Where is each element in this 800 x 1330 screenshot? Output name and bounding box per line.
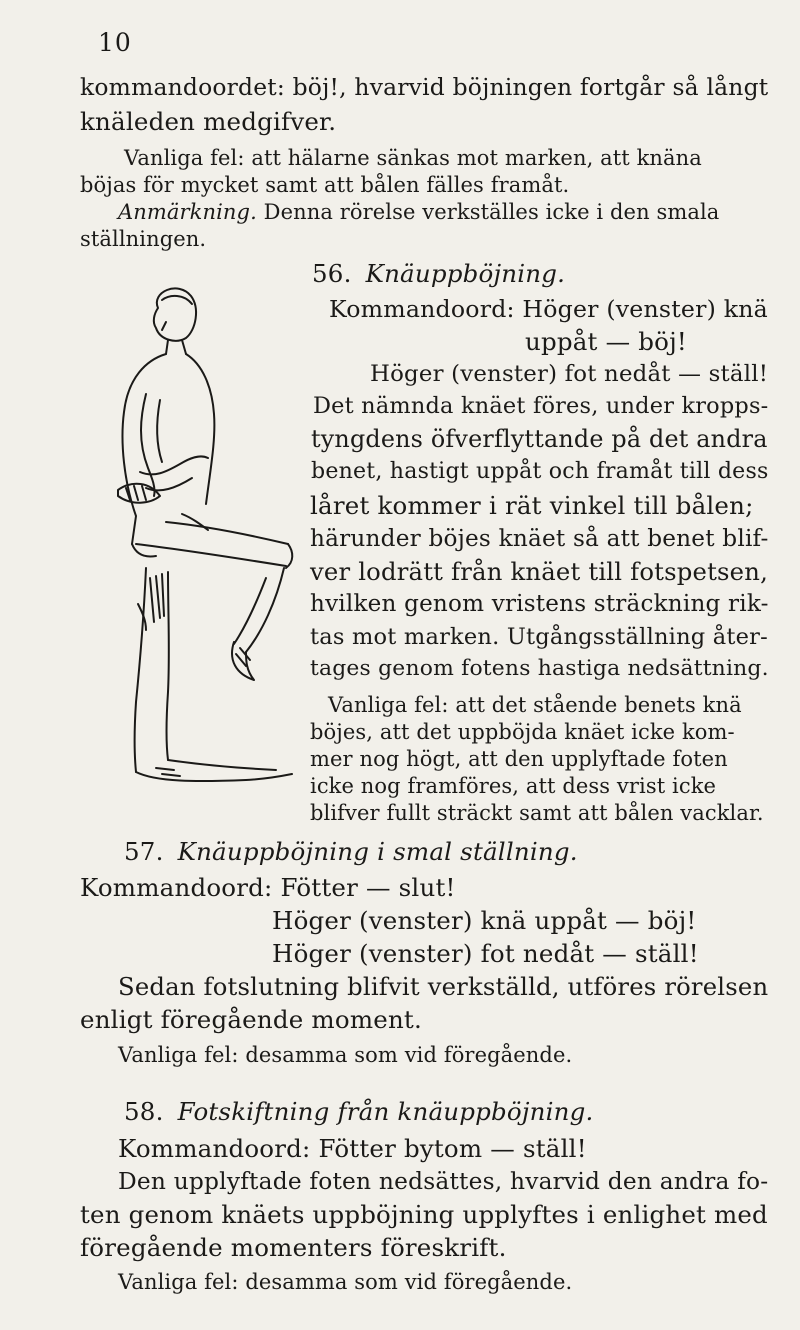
section-heading-56 xyxy=(312,259,566,288)
command-line: Kommandoord: Fötter bytom — ställ! xyxy=(118,1134,587,1163)
text-line: tages genom fotens hastiga nedsättning. xyxy=(310,656,769,681)
section-heading-57 xyxy=(124,837,578,866)
text-line: tas mot marken. Utgångsställning åter- xyxy=(310,624,768,650)
command-line: Höger (venster) fot nedåt — ställ! xyxy=(272,939,699,968)
text-line: böjas för mycket samt att bålen fälles framåt. xyxy=(80,173,570,197)
text-line: knäleden medgifver. xyxy=(80,107,337,136)
text-line: kommandoordet: böj!, hvarvid böjningen fortgår så långt xyxy=(80,73,769,101)
text-line: böjes, att det uppböjda knäet icke kom- xyxy=(310,720,735,744)
section-title: Knäuppböjning. xyxy=(365,259,566,288)
text-line: låret kommer i rät vinkel till bålen; xyxy=(310,491,754,520)
text-line: enligt föregående moment. xyxy=(80,1005,422,1034)
section-title: Fotskiftning från knäuppböjning. xyxy=(177,1097,594,1126)
text-line: ställningen. xyxy=(80,227,207,251)
command-line: Kommandoord: Höger (venster) knä xyxy=(329,295,768,323)
command-line: Kommandoord: Fötter — slut! xyxy=(80,873,456,902)
text-line: Den upplyftade foten nedsättes, hvarvid den andra fo- xyxy=(118,1168,769,1195)
text-line: ver lodrätt från knäet till fotspetsen, xyxy=(310,557,769,586)
text-line: ten genom knäets uppböjning upplyftes i enlighet med xyxy=(80,1200,768,1229)
section-number: 57. xyxy=(124,837,164,866)
command-line: Höger (venster) fot nedåt — ställ! xyxy=(370,361,769,387)
figure-drawing xyxy=(96,282,296,790)
text-line: Vanliga fel: desamma som vid föregående. xyxy=(118,1043,573,1067)
text-line: benet, hastigt uppåt och framåt till dess xyxy=(311,459,769,484)
remark-text: Denna rörelse verkställes icke i den smala xyxy=(256,200,720,224)
text-line: blifver fullt sträckt samt att bålen vacklar. xyxy=(310,801,764,825)
text-line: Vanliga fel: att det stående benets knä xyxy=(328,693,742,717)
section-number: 56. xyxy=(312,259,352,288)
text-line: icke nog framföres, att dess vrist icke xyxy=(310,774,717,798)
command-line: uppåt — böj! xyxy=(525,327,687,356)
remark-label: Anmärkning. xyxy=(118,200,257,224)
text-line: Det nämnda knäet föres, under kropps- xyxy=(313,393,769,419)
text-line: tyngdens öfverflyttande på det andra xyxy=(311,425,768,453)
text-line: hvilken genom vristens sträckning rik- xyxy=(310,591,769,617)
text-line: Vanliga fel: att hälarne sänkas mot marken, att knäna xyxy=(124,146,702,170)
section-title: Knäuppböjning i smal ställning. xyxy=(177,837,578,866)
remark-heading xyxy=(118,202,719,223)
text-line: härunder böjes knäet så att benet blif- xyxy=(310,525,769,552)
command-line: Höger (venster) knä uppåt — böj! xyxy=(272,906,697,935)
section-number: 58. xyxy=(124,1097,164,1126)
page-number: 10 xyxy=(98,28,132,57)
illustration-knee-raise xyxy=(96,282,296,790)
text-line: Sedan fotslutning blifvit verkställd, utföres rörelsen xyxy=(118,972,769,1001)
section-heading-58 xyxy=(124,1097,594,1126)
text-line: mer nog högt, att den upplyftade foten xyxy=(310,747,728,771)
text-line: föregående momenters föreskrift. xyxy=(80,1233,507,1262)
text-line: Vanliga fel: desamma som vid föregående. xyxy=(118,1270,573,1294)
